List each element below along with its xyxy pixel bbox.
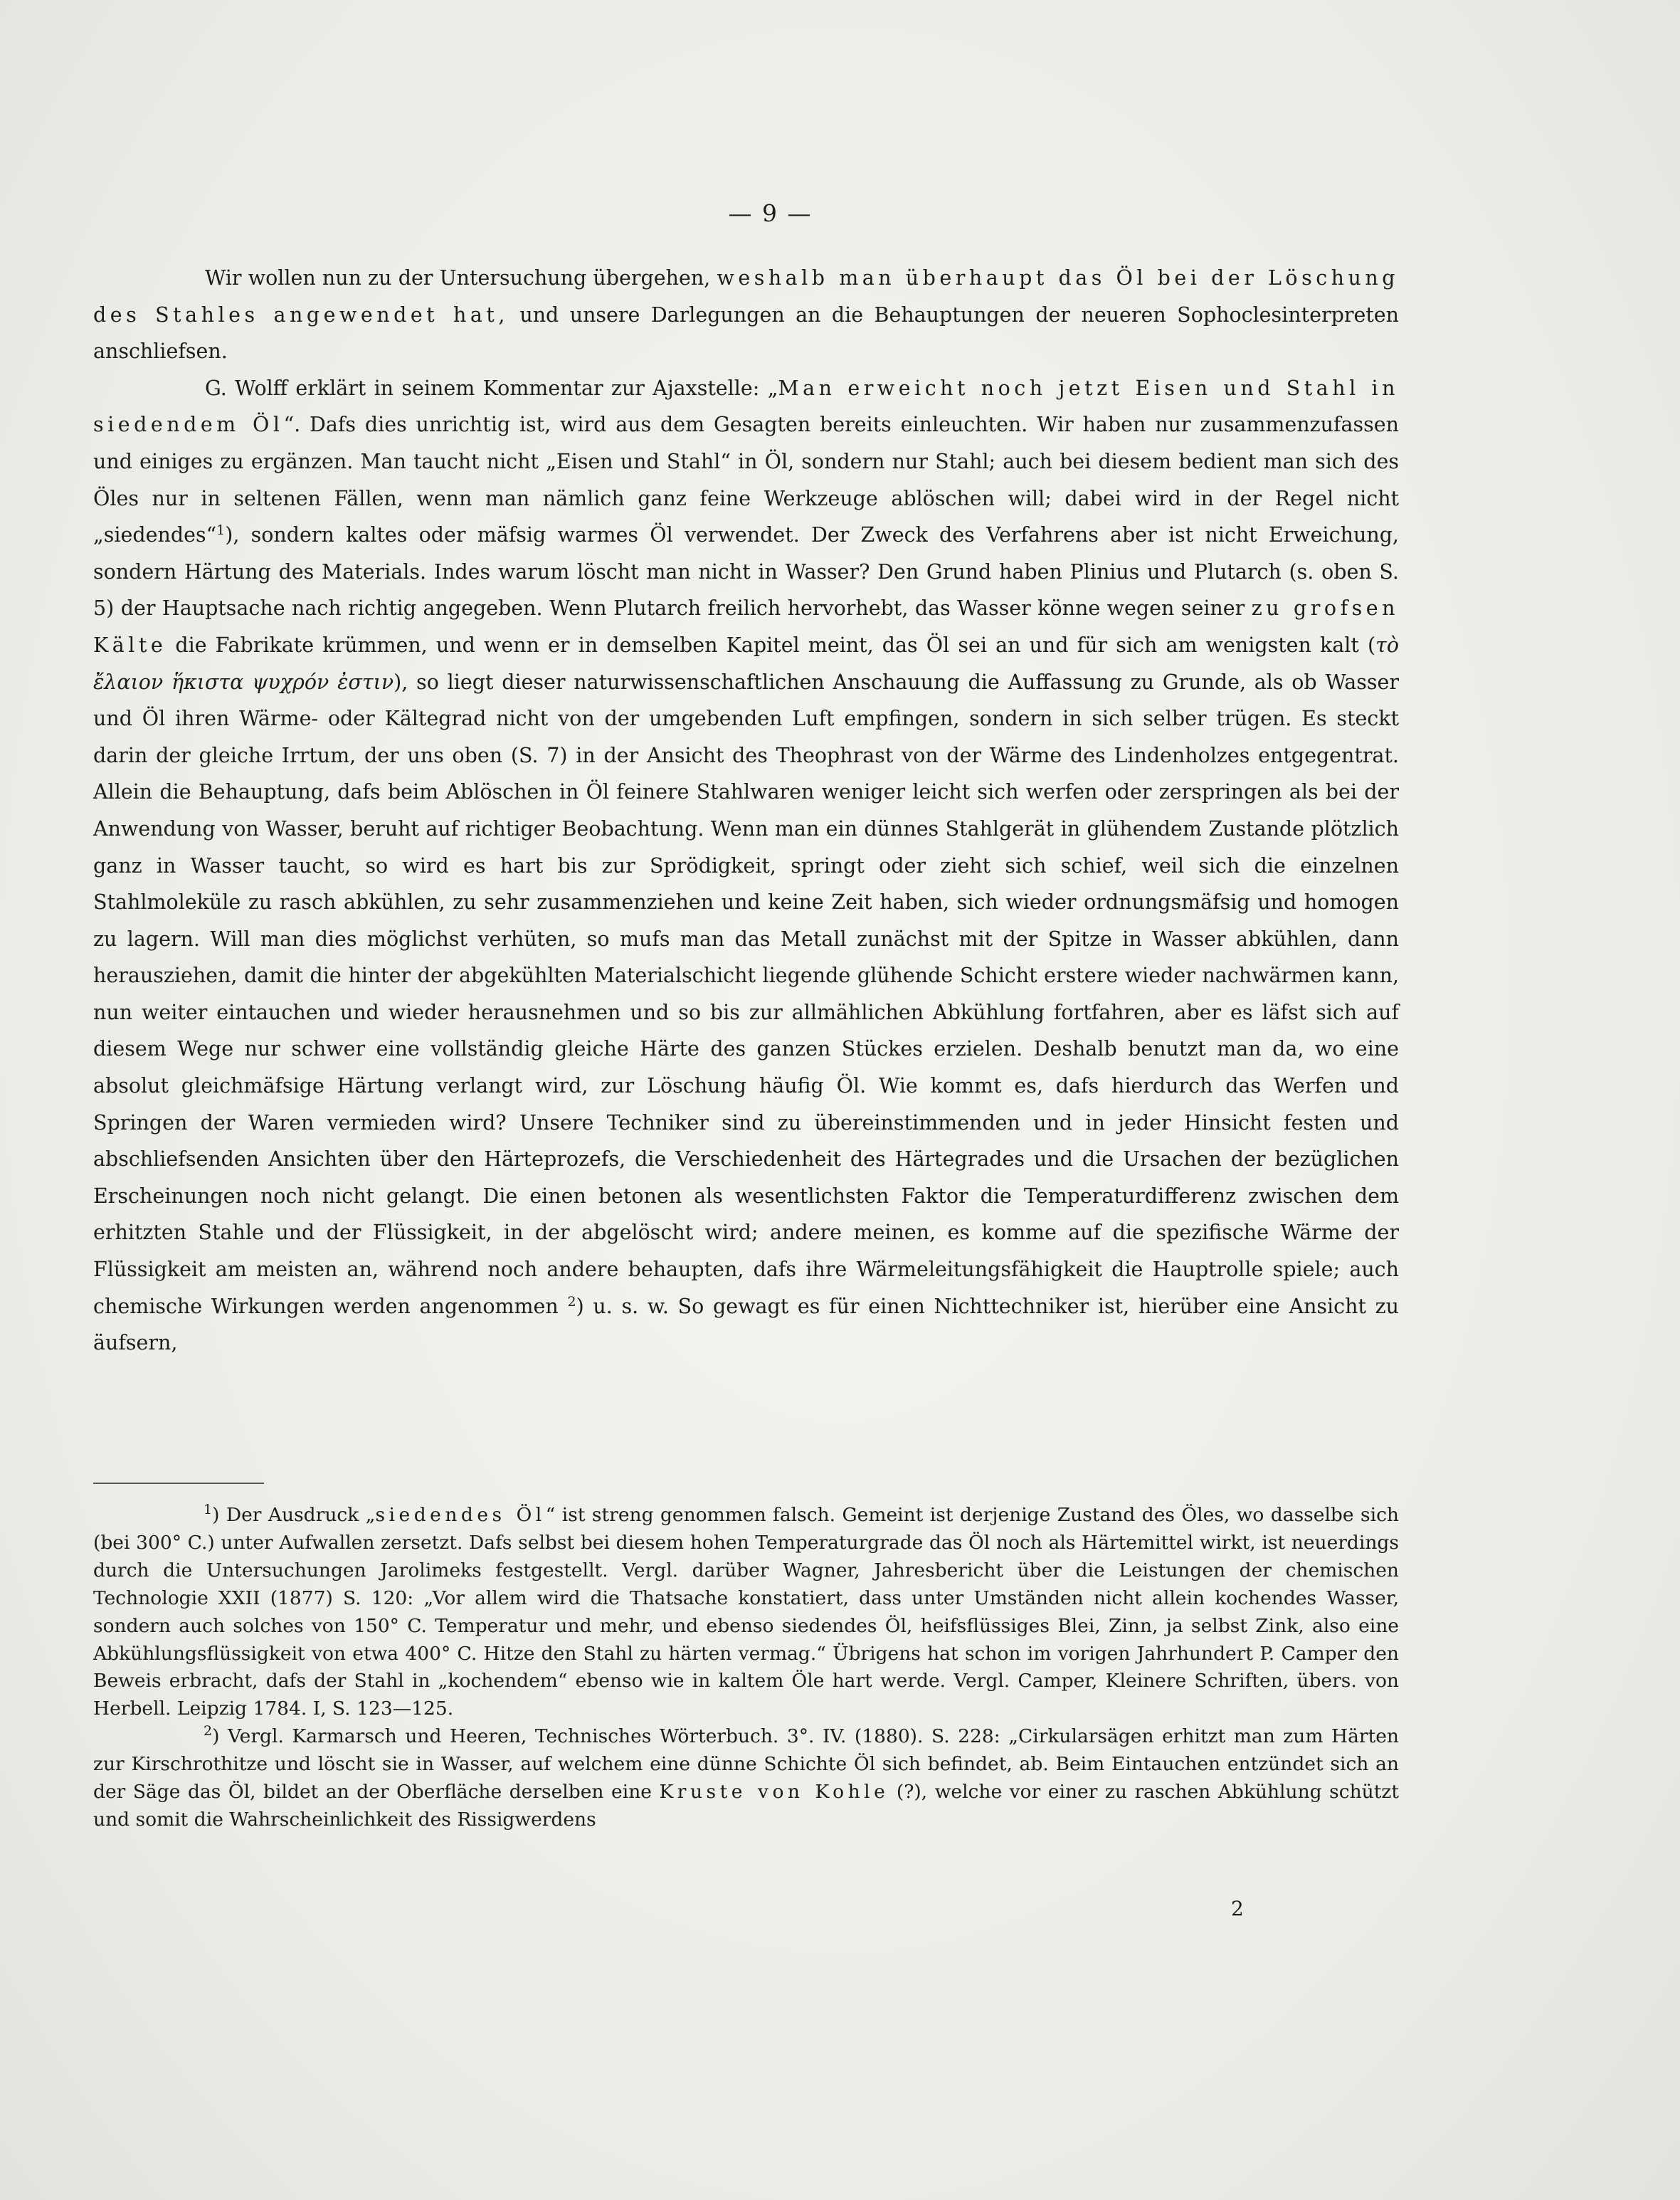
- text-run: (?), welche vor einer zu raschen Abkühlung schützt und somit die Wahrscheinlichkeit des Rissigwerdens: [93, 1781, 1399, 1831]
- text-run: “. Dafs dies unrichtig ist, wird aus dem Gesagten bereits einleuchten. Wir haben nur zusammenzufassen und einiges zu ergänzen. Man taucht nicht „Eisen und Stahl“ in Öl, sondern nur Stahl; auch bei diesem bedient man sich des Öles nur in seltenen Fällen, wenn man nämlich ganz feine Werkzeuge ablöschen will; dabei wird in der Regel nicht „siedendes“: [93, 413, 1399, 547]
- footnote-divider: [93, 1483, 264, 1484]
- emphasis-text: weshalb man überhaupt das Öl bei der Löschung des Stahles angewendet hat,: [93, 266, 1399, 327]
- text-run: ), sondern kaltes oder mäfsig warmes Öl verwendet. Der Zweck des Verfahrens aber ist nicht Erweichung, sondern Härtung des Materials. Indes warum löscht man nicht in Wasser? Den Grund haben Plinius und Plutarch (s. oben S. 5) der Hauptsache nach richtig angegeben. Wenn Plutarch freilich hervorhebt, das Wasser könne wegen seiner: [93, 523, 1399, 621]
- footnote-marker: 2: [204, 1723, 213, 1740]
- footnote-reference: 1: [216, 522, 226, 539]
- main-text: [93, 260, 1399, 1362]
- text-run: und unsere Darlegungen an die Behauptungen der neueren Sophoclesinterpreten anschliefsen.: [93, 302, 1399, 364]
- greek-quote: τὸ ἔλαιον ἥκιστα ψυχρόν ἐστιν: [93, 633, 1399, 694]
- text-run: G. Wolff erklärt in seinem Kommentar zur Ajaxstelle: „: [205, 376, 778, 400]
- emphasis-text: Man erweicht noch jetzt Eisen und Stahl in siedendem Öl: [93, 376, 1399, 437]
- footnotes: [93, 1502, 1399, 1834]
- paragraph: [93, 370, 1399, 1362]
- footnote: [93, 1502, 1399, 1723]
- emphasis-text: siedendes Öl: [375, 1504, 546, 1526]
- footnote: [93, 1723, 1399, 1834]
- emphasis-text: Kruste von Kohle: [659, 1781, 889, 1804]
- page-number: — 9 —: [728, 199, 813, 227]
- text-run: ) Vergl. Karmarsch und Heeren, Technisches Wörterbuch. 3°. IV. (1880). S. 228: „Cirkularsägen erhitzt man zum Härten zur Kirschrothitze und löscht sie in Wasser, auf welchem eine dünne Schichte Öl sich befindet, ab. Beim Eintauchen entzündet sich an der Säge das Öl, bildet an der Oberfläche derselben eine: [93, 1725, 1399, 1804]
- text-run: “ ist streng genommen falsch. Gemeint ist derjenige Zustand des Öles, wo dasselbe sich (bei 300° C.) unter Aufwallen zersetzt. Dafs selbst bei diesem hohen Temperaturgrade das Öl noch als Härtemittel wirkt, ist neuerdings durch die Untersuchungen Jarolimeks festgestellt. Vergl. darüber Wagner, Jahresbericht über die Leistungen der chemischen Technologie XXII (1877) S. 120: „Vor allem wird die Thatsache konstatiert, dass unter Umständen nicht allein kochendes Wasser, sondern auch solches von 150° C. Temperatur und mehr, und ebenso siedendes Öl, heifsflüssiges Blei, Zinn, ja selbst Zink, also eine Abkühlungsflüssigkeit von etwa 400° C. Hitze den Stahl zu härten vermag.“ Übrigens hat schon im vorigen Jahrhundert P. Camper den Beweis erbracht, dafs der Stahl in „kochendem“ ebenso wie in kaltem Öle hart werde. Vergl. Camper, Kleinere Schriften, übers. von Herbell. Leipzig 1784. I, S. 123—125.: [93, 1504, 1399, 1720]
- footnote-reference: 2: [567, 1293, 576, 1310]
- text-run: Wir wollen nun zu der Untersuchung übergehen,: [205, 266, 717, 290]
- text-run: die Fabrikate krümmen, und wenn er in demselben Kapitel meint, das Öl sei an und für sich am wenigsten kalt (: [167, 633, 1376, 657]
- paragraph: [93, 260, 1399, 370]
- signature-mark: 2: [1231, 1897, 1244, 1920]
- text-run: ) u. s. w. So gewagt es für einen Nichttechniker ist, hierüber eine Ansicht zu äufsern,: [93, 1294, 1399, 1355]
- text-run: ), so liegt dieser naturwissenschaftlichen Anschauung die Auffassung zu Grunde, als ob Wasser und Öl ihren Wärme- oder Kältegrad nicht von der umgebenden Luft empfingen, sondern in sich selber trügen. Es steckt darin der gleiche Irrtum, der uns oben (S. 7) in der Ansicht des Theophrast von der Wärme des Lindenholzes entgegentrat. Allein die Behauptung, dafs beim Ablöschen in Öl feinere Stahlwaren weniger leicht sich werfen oder zerspringen als bei der Anwendung von Wasser, beruht auf richtiger Beobachtung. Wenn man ein dünnes Stahlgerät in glühendem Zustande plötzlich ganz in Wasser taucht, so wird es hart bis zur Sprödigkeit, springt oder zieht sich schief, weil sich die einzelnen Stahlmoleküle zu rasch abkühlen, zu sehr zusammenziehen und keine Zeit haben, sich wieder ordnungsmäfsig und homogen zu lagern. Will man dies möglichst verhüten, so mufs man das Metall zunächst mit der Spitze in Wasser abkühlen, dann herausziehen, damit die hinter der abgekühlten Materialschicht liegende glühende Schicht erstere wieder nachwärmen kann, nun weiter eintauchen und wieder herausnehmen und so bis zur allmählichen Abkühlung fortfahren, aber es läfst sich auf diesem Wege nur schwer eine vollständig gleiche Härte des ganzen Stückes erzielen. Deshalb benutzt man da, wo eine absolut gleichmäfsige Härtung verlangt wird, zur Löschung häufig Öl. Wie kommt es, dafs hierdurch das Werfen und Springen der Waren vermieden wird? Unsere Techniker sind zu übereinstimmenden und in jeder Hinsicht festen und abschliefsenden Ansichten über den Härteprozefs, die Verschiedenheit des Härtegrades und die Ursachen der bezüglichen Erscheinungen noch nicht gelangt. Die einen betonen als wesentlichsten Faktor die Temperaturdifferenz zwischen dem erhitzten Stahle und der Flüssigkeit, in der abgelöscht wird; andere meinen, es komme auf die spezifische Wärme der Flüssigkeit am meisten an, während noch andere behaupten, dafs ihre Wärmeleitungsfähigkeit die Hauptrolle spiele; auch chemische Wirkungen werden angenommen: [93, 670, 1399, 1318]
- footnote-marker: 1: [204, 1502, 213, 1517]
- text-run: ) Der Ausdruck „: [212, 1504, 376, 1526]
- emphasis-text: zu grofsen Kälte: [93, 596, 1399, 657]
